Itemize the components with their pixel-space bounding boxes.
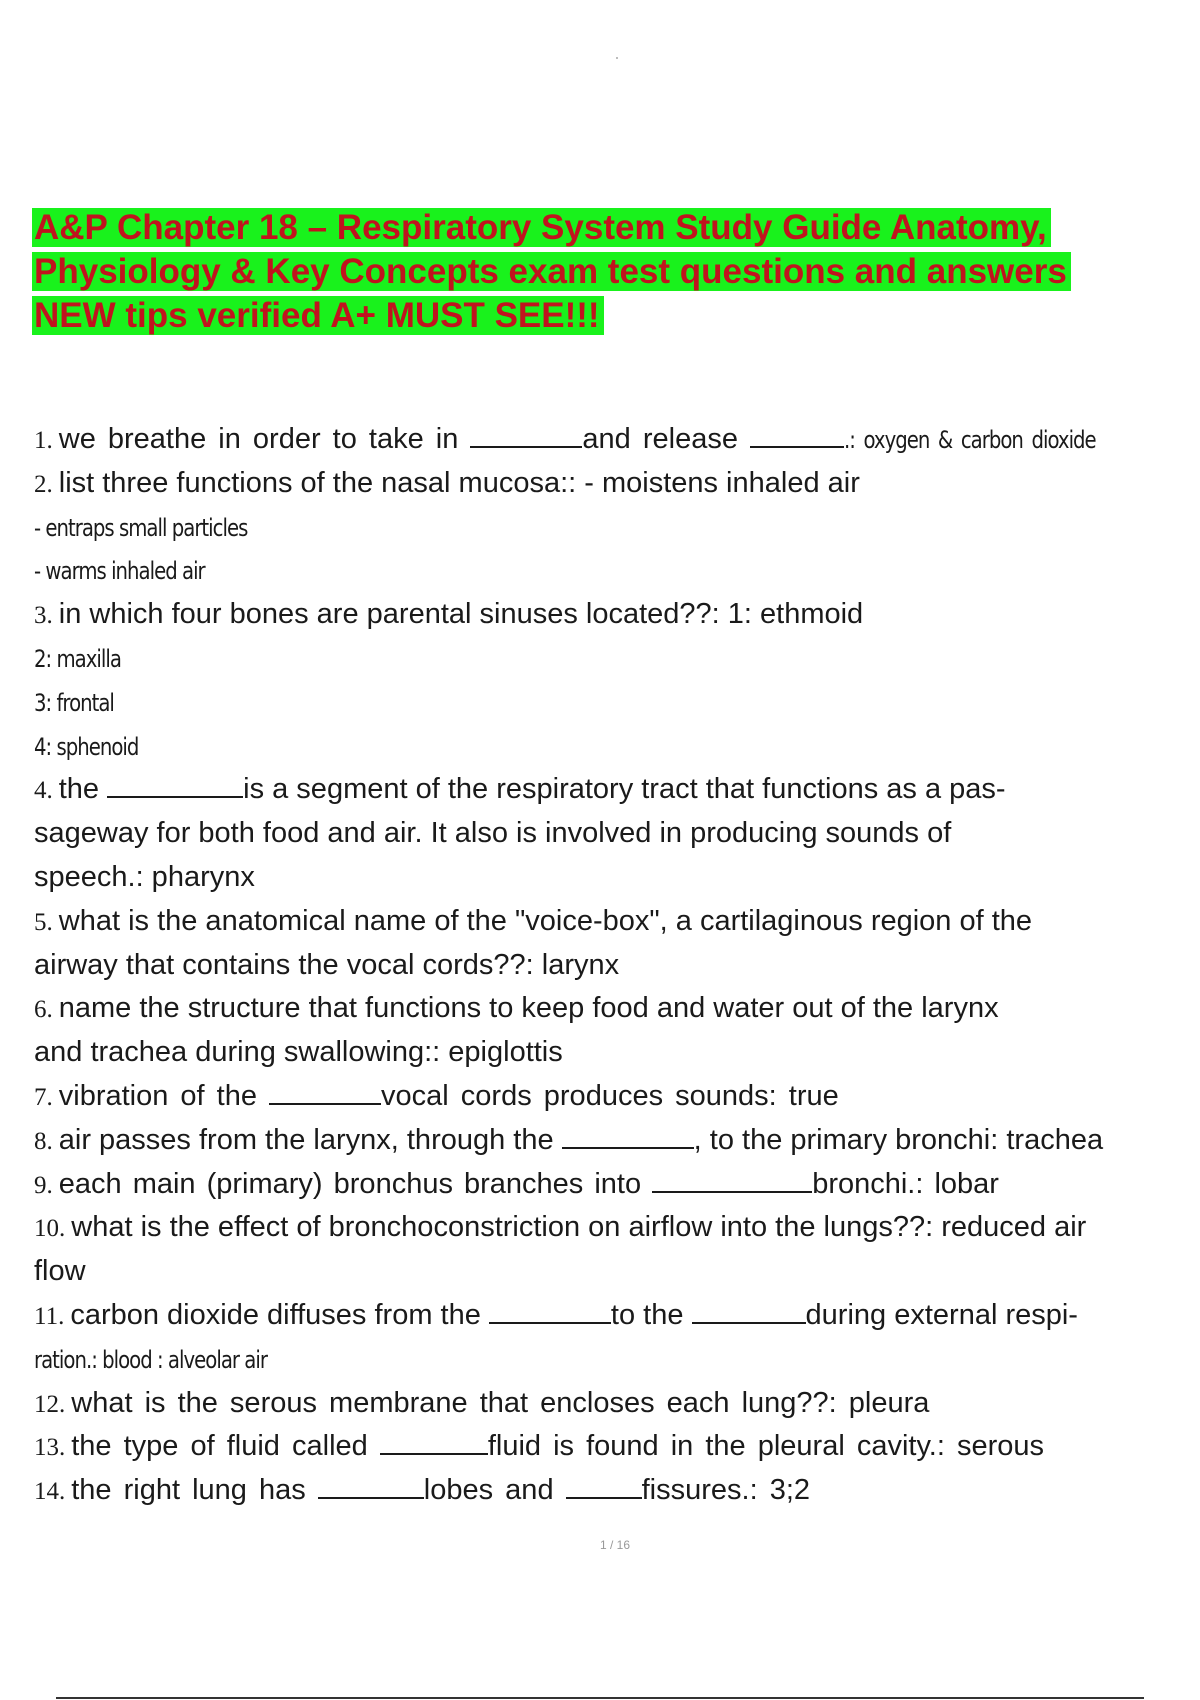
question-10: 10. what is the effect of bronchoconstriction on airflow into the lungs??: reduced air: [34, 1211, 1087, 1244]
answer-blank: [562, 1125, 694, 1149]
question-4-line-2: sageway for both food and air. It also is involved in producing sounds of: [34, 817, 952, 850]
question-11: 11. carbon dioxide diffuses from the to the during external respi-: [34, 1298, 1078, 1331]
question-5: 5. what is the anatomical name of the "voice-box", a cartilaginous region of the: [34, 904, 1033, 937]
question-2-line-3: - warms inhaled air: [34, 557, 205, 586]
title-line-3: NEW tips verified A+ MUST SEE!!!: [32, 294, 1172, 338]
question-number: 12.: [34, 1390, 66, 1418]
question-12: 12. what is the serous membrane that encloses each lung??: pleura: [34, 1386, 930, 1419]
question-3-line-2: 2: maxilla: [34, 644, 121, 673]
question-6-line-2: and trachea during swallowing:: epiglottis: [34, 1036, 563, 1069]
answer-blank: [489, 1300, 611, 1324]
question-7: 7. vibration of the vocal cords produces sounds: true: [34, 1079, 839, 1112]
answer-blank: [750, 424, 844, 448]
question-10-line-2: flow: [34, 1255, 86, 1288]
page-bottom-rule: [56, 1697, 1144, 1699]
question-number: 9.: [34, 1171, 53, 1199]
question-11-line-2: ration.: blood : alveolar air: [34, 1345, 267, 1374]
question-8: 8. air passes from the larynx, through the , to the primary bronchi: trachea: [34, 1123, 1104, 1156]
answer-blank: [652, 1169, 812, 1193]
question-number: 14.: [34, 1478, 66, 1506]
question-number: 4.: [34, 777, 53, 805]
answer-blank: [380, 1431, 488, 1455]
question-2: 2. list three functions of the nasal mucosa:: - moistens inhaled air: [34, 466, 860, 499]
question-4: 4. the is a segment of the respiratory tract that functions as a pas-: [34, 773, 1006, 806]
question-number: 11.: [34, 1302, 65, 1330]
question-number: 3.: [34, 602, 53, 630]
scan-speck: [616, 57, 618, 59]
question-number: 8.: [34, 1127, 53, 1155]
question-9: 9. each main (primary) bronchus branches into bronchi.: lobar: [34, 1167, 999, 1200]
page-number: 1 / 16: [600, 1538, 631, 1552]
question-14: 14. the right lung has lobes and fissures.: 3;2: [34, 1474, 811, 1507]
question-3: 3. in which four bones are parental sinuses located??: 1: ethmoid: [34, 598, 864, 631]
question-number: 13.: [34, 1434, 66, 1462]
question-list: [34, 418, 1200, 1513]
question-3-line-3: 3: frontal: [34, 688, 114, 717]
question-number: 10.: [34, 1215, 66, 1243]
question-4-line-3: speech.: pharynx: [34, 860, 255, 893]
answer-blank: [566, 1475, 642, 1499]
answer-blank: [107, 774, 243, 798]
question-number: 2.: [34, 470, 53, 498]
question-1: 1. we breathe in order to take in and release .: oxygen & carbon dioxide: [34, 423, 1096, 455]
answer-blank: [470, 424, 582, 448]
title-line-2: Physiology & Key Concepts exam test questions and answers: [32, 250, 1172, 294]
title-line-1: A&P Chapter 18 – Respiratory System Study Guide Anatomy,: [32, 206, 1172, 250]
question-3-line-4: 4: sphenoid: [34, 732, 139, 761]
question-number: 6.: [34, 996, 53, 1024]
answer-blank: [318, 1475, 424, 1499]
document-title: [32, 206, 1172, 338]
answer-blank: [692, 1300, 806, 1324]
question-5-line-2: airway that contains the vocal cords??: larynx: [34, 948, 620, 981]
question-2-line-2: - entraps small particles: [34, 513, 248, 542]
question-6: 6. name the structure that functions to keep food and water out of the larynx: [34, 992, 999, 1025]
question-number: 5.: [34, 908, 53, 936]
question-number: 7.: [34, 1083, 53, 1111]
question-13: 13. the type of fluid called fluid is found in the pleural cavity.: serous: [34, 1430, 1045, 1463]
question-number: 1.: [34, 427, 53, 454]
answer-blank: [269, 1081, 381, 1105]
